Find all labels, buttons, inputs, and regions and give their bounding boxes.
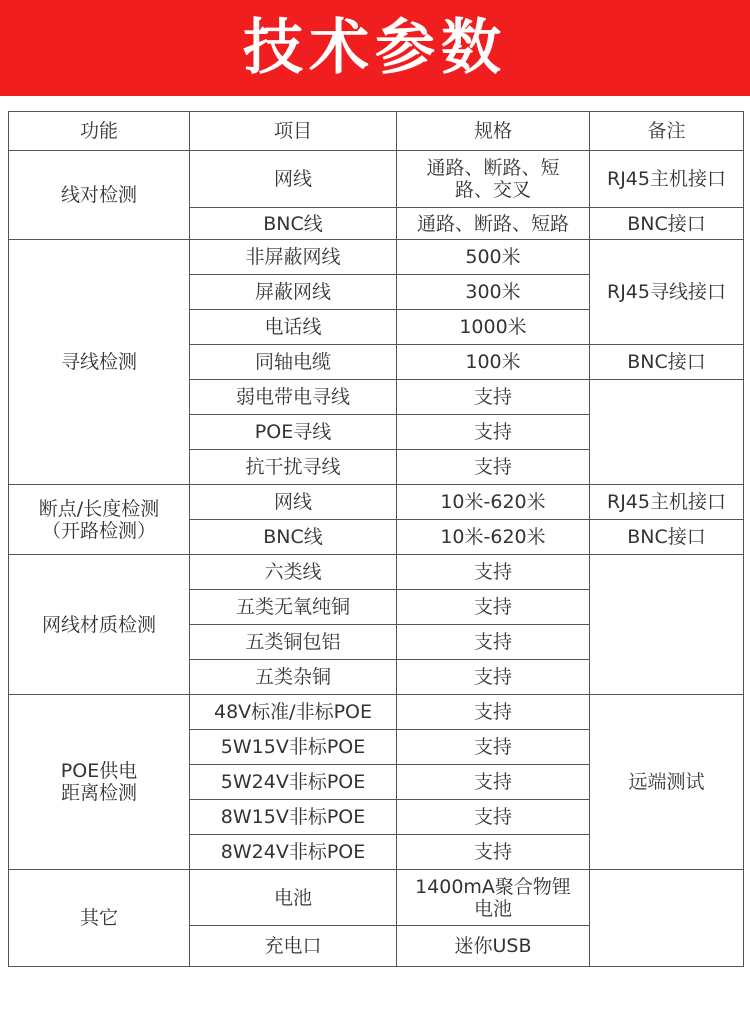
item-cell: 5W24V非标POE	[190, 765, 397, 800]
header-function: 功能	[9, 112, 190, 151]
item-cell: 抗干扰寻线	[190, 450, 397, 485]
item-cell: 五类铜包铝	[190, 625, 397, 660]
item-cell: BNC线	[190, 520, 397, 555]
item-cell: 48V标准/非标POE	[190, 695, 397, 730]
spec-cell: 通路、断路、短 路、交叉	[397, 151, 590, 208]
item-cell: POE寻线	[190, 415, 397, 450]
spec-cell: 支持	[397, 800, 590, 835]
item-cell: 5W15V非标POE	[190, 730, 397, 765]
item-cell: 五类无氧纯铜	[190, 590, 397, 625]
spec-table	[8, 111, 744, 967]
spec-cell: 迷你USB	[397, 926, 590, 967]
spec-cell: 支持	[397, 450, 590, 485]
item-cell: 电池	[190, 870, 397, 926]
item-cell: BNC线	[190, 208, 397, 240]
header-spec: 规格	[397, 112, 590, 151]
item-cell: 非屏蔽网线	[190, 240, 397, 275]
spec-cell: 支持	[397, 730, 590, 765]
function-cell: 寻线检测	[9, 240, 190, 485]
item-cell: 弱电带电寻线	[190, 380, 397, 415]
table-header-row	[9, 112, 744, 151]
spec-cell: 支持	[397, 835, 590, 870]
note-cell	[590, 555, 744, 695]
page-title: 技术参数	[243, 13, 507, 83]
table-row	[9, 695, 744, 730]
function-cell: 其它	[9, 870, 190, 967]
function-cell: 断点/长度检测 （开路检测）	[9, 485, 190, 555]
item-cell: 8W24V非标POE	[190, 835, 397, 870]
item-cell: 五类杂铜	[190, 660, 397, 695]
table-row	[9, 151, 744, 208]
note-cell: BNC接口	[590, 208, 744, 240]
note-cell: RJ45主机接口	[590, 151, 744, 208]
spec-cell: 支持	[397, 590, 590, 625]
item-cell: 电话线	[190, 310, 397, 345]
item-cell: 8W15V非标POE	[190, 800, 397, 835]
spec-cell: 1400mA聚合物锂 电池	[397, 870, 590, 926]
note-cell: RJ45主机接口	[590, 485, 744, 520]
spec-cell: 支持	[397, 555, 590, 590]
table-row	[9, 870, 744, 926]
table-row	[9, 555, 744, 590]
spec-cell: 100米	[397, 345, 590, 380]
note-cell	[590, 870, 744, 967]
function-cell: 线对检测	[9, 151, 190, 240]
note-cell	[590, 380, 744, 485]
spec-cell: 支持	[397, 380, 590, 415]
item-cell: 网线	[190, 151, 397, 208]
table-row	[9, 485, 744, 520]
spec-cell: 支持	[397, 625, 590, 660]
item-cell: 同轴电缆	[190, 345, 397, 380]
note-cell: RJ45寻线接口	[590, 240, 744, 345]
header-item: 项目	[190, 112, 397, 151]
spec-cell: 500米	[397, 240, 590, 275]
function-cell: 网线材质检测	[9, 555, 190, 695]
item-cell: 六类线	[190, 555, 397, 590]
spec-cell: 通路、断路、短路	[397, 208, 590, 240]
spec-cell: 10米-620米	[397, 520, 590, 555]
spec-cell: 1000米	[397, 310, 590, 345]
spec-cell: 支持	[397, 765, 590, 800]
item-cell: 充电口	[190, 926, 397, 967]
function-cell: POE供电 距离检测	[9, 695, 190, 870]
spec-cell: 支持	[397, 660, 590, 695]
spec-cell: 支持	[397, 415, 590, 450]
spec-cell: 300米	[397, 275, 590, 310]
spec-cell: 支持	[397, 695, 590, 730]
spec-cell: 10米-620米	[397, 485, 590, 520]
note-cell: 远端测试	[590, 695, 744, 870]
note-cell: BNC接口	[590, 345, 744, 380]
item-cell: 网线	[190, 485, 397, 520]
note-cell: BNC接口	[590, 520, 744, 555]
table-row	[9, 240, 744, 275]
header-note: 备注	[590, 112, 744, 151]
item-cell: 屏蔽网线	[190, 275, 397, 310]
